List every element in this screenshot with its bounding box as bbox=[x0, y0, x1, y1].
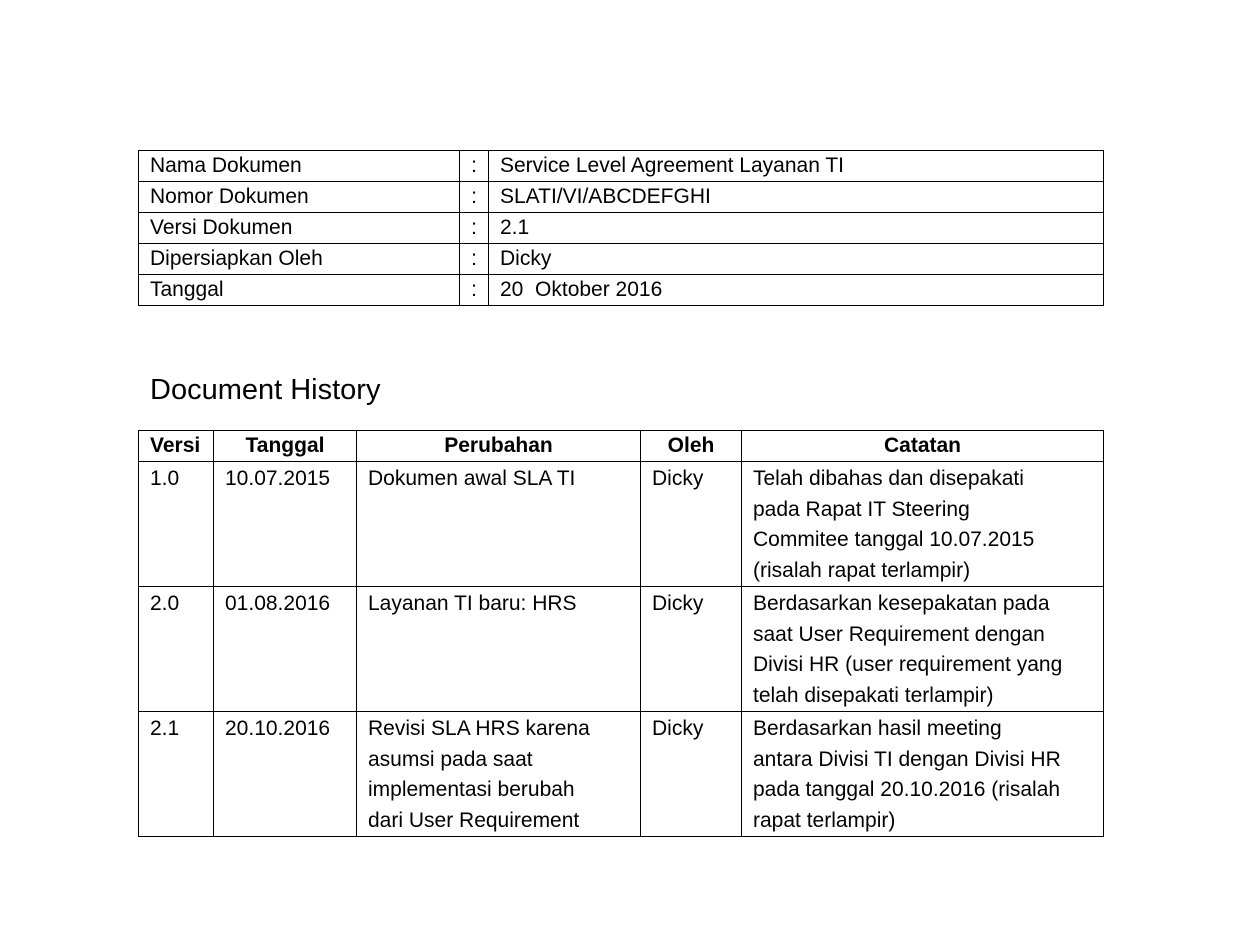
perubahan-cell bbox=[357, 712, 641, 837]
catatan-line: rapat terlampir) bbox=[753, 808, 896, 832]
catatan-line: antara Divisi TI dengan Divisi HR bbox=[753, 747, 1061, 771]
history-row bbox=[139, 712, 1104, 837]
catatan-line: Commitee tanggal 10.07.2015 bbox=[753, 528, 1035, 551]
catatan-line: pada Rapat IT Steering bbox=[753, 497, 970, 521]
info-separator: : bbox=[460, 182, 489, 213]
versi-cell: 2.1 bbox=[139, 712, 214, 837]
oleh-cell: Dicky bbox=[641, 462, 742, 587]
info-value: SLATI/VI/ABCDEFGHI bbox=[489, 182, 1104, 213]
perubahan-line: implementasi berubah bbox=[368, 778, 575, 801]
catatan-line: Telah dibahas dan disepakati bbox=[753, 467, 1024, 490]
perubahan-cell bbox=[357, 587, 641, 712]
document-info-table bbox=[138, 150, 1104, 306]
column-header-oleh: Oleh bbox=[641, 431, 742, 462]
document-history-table bbox=[138, 430, 1104, 837]
info-value: 2.1 bbox=[489, 213, 1104, 244]
perubahan-line: dari User Requirement bbox=[368, 808, 580, 832]
info-label: Tanggal bbox=[139, 275, 460, 306]
column-header-catatan: Catatan bbox=[742, 431, 1104, 462]
document-history-heading: Document History bbox=[150, 374, 381, 406]
history-row bbox=[139, 462, 1104, 587]
info-separator: : bbox=[460, 244, 489, 275]
catatan-line: Berdasarkan hasil meeting bbox=[753, 717, 1002, 740]
catatan-line: telah disepakati terlampir) bbox=[753, 683, 994, 707]
column-header-perubahan: Perubahan bbox=[357, 431, 641, 462]
catatan-line: Divisi HR (user requirement yang bbox=[753, 653, 1063, 676]
catatan-cell bbox=[742, 462, 1104, 587]
history-header-row bbox=[139, 431, 1104, 462]
tanggal-cell: 01.08.2016 bbox=[214, 587, 357, 712]
catatan-cell bbox=[742, 712, 1104, 837]
perubahan-line: Layanan TI baru: HRS bbox=[368, 592, 577, 615]
info-row-versi-dokumen bbox=[139, 213, 1104, 244]
info-row-tanggal bbox=[139, 275, 1104, 306]
catatan-line: saat User Requirement dengan bbox=[753, 622, 1045, 646]
info-row-nama-dokumen bbox=[139, 151, 1104, 182]
catatan-line: pada tanggal 20.10.2016 (risalah bbox=[753, 778, 1061, 801]
info-row-nomor-dokumen bbox=[139, 182, 1104, 213]
perubahan-cell bbox=[357, 462, 641, 587]
perubahan-line: Dokumen awal SLA TI bbox=[368, 467, 576, 490]
info-separator: : bbox=[460, 275, 489, 306]
info-label: Nama Dokumen bbox=[139, 151, 460, 182]
column-header-tanggal: Tanggal bbox=[214, 431, 357, 462]
info-value: 20 Oktober 2016 bbox=[489, 275, 1104, 306]
info-value: Service Level Agreement Layanan TI bbox=[489, 151, 1104, 182]
column-header-versi: Versi bbox=[139, 431, 214, 462]
info-separator: : bbox=[460, 151, 489, 182]
info-separator: : bbox=[460, 213, 489, 244]
oleh-cell: Dicky bbox=[641, 712, 742, 837]
tanggal-cell: 20.10.2016 bbox=[214, 712, 357, 837]
history-row bbox=[139, 587, 1104, 712]
versi-cell: 2.0 bbox=[139, 587, 214, 712]
catatan-cell bbox=[742, 587, 1104, 712]
info-row-dipersiapkan-oleh bbox=[139, 244, 1104, 275]
oleh-cell: Dicky bbox=[641, 587, 742, 712]
info-label: Versi Dokumen bbox=[139, 213, 460, 244]
catatan-line: Berdasarkan kesepakatan pada bbox=[753, 592, 1050, 615]
versi-cell: 1.0 bbox=[139, 462, 214, 587]
info-label: Nomor Dokumen bbox=[139, 182, 460, 213]
tanggal-cell: 10.07.2015 bbox=[214, 462, 357, 587]
catatan-line: (risalah rapat terlampir) bbox=[753, 558, 971, 582]
perubahan-line: Revisi SLA HRS karena bbox=[368, 717, 590, 740]
perubahan-line: asumsi pada saat bbox=[368, 747, 533, 771]
info-label: Dipersiapkan Oleh bbox=[139, 244, 460, 275]
info-value: Dicky bbox=[489, 244, 1104, 275]
